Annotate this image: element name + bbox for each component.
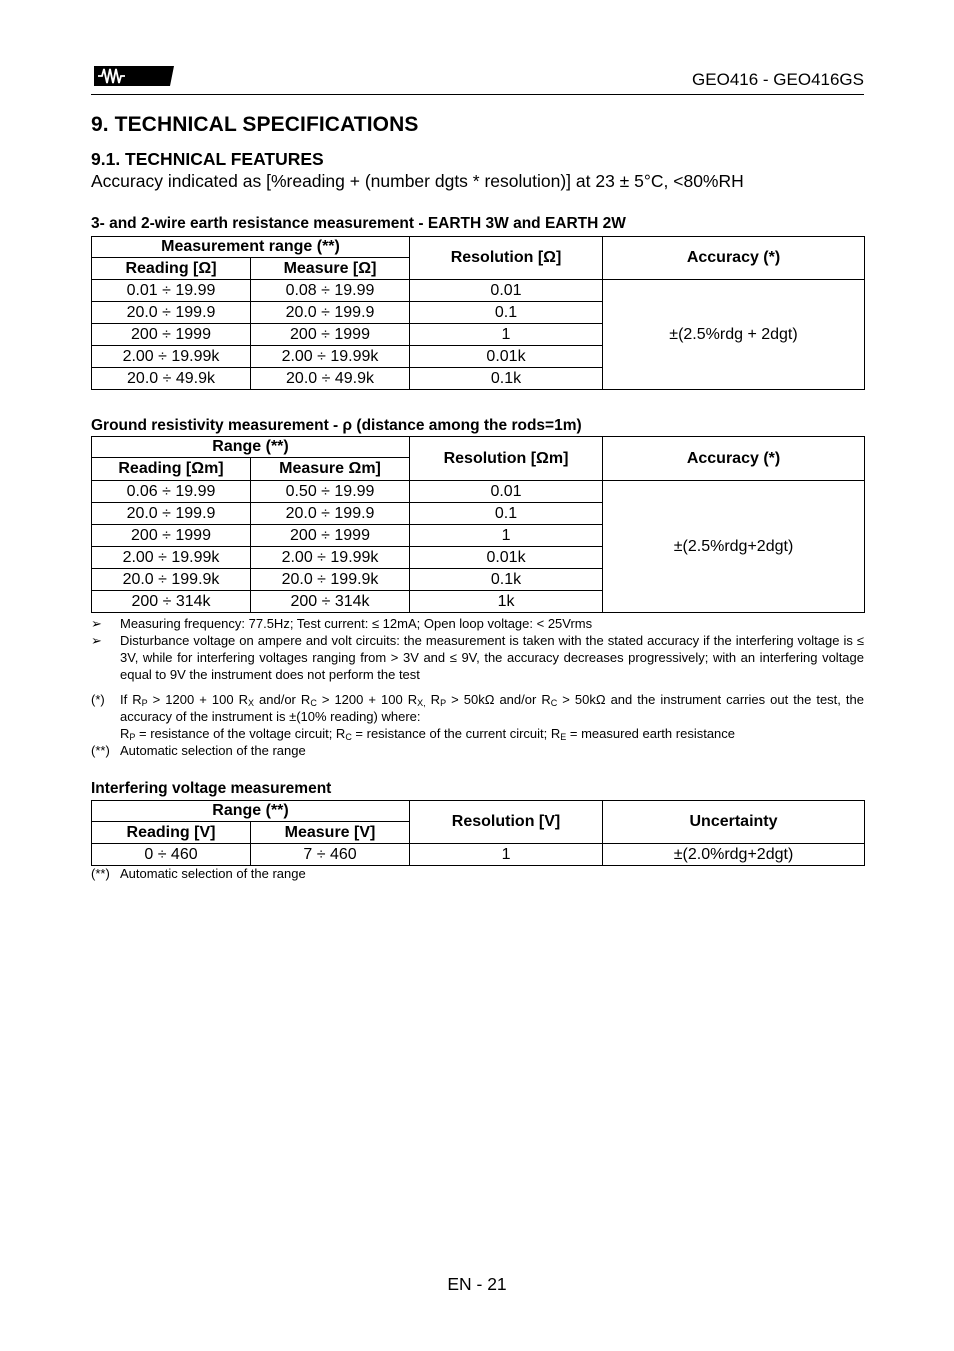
table2-col-accuracy: Accuracy (*) bbox=[603, 437, 865, 481]
earth-resistance-table bbox=[91, 236, 865, 390]
measure-cell: 200 ÷ 1999 bbox=[251, 525, 410, 547]
note-text: Automatic selection of the range bbox=[120, 743, 306, 758]
note-text: Disturbance voltage on ampere and volt circuits: the measurement is taken with the stated accuracy if the interfering voltage is ≤ 3V, while for interfering voltages ranging from > 3V and ≤ 9V, the accuracy decreases progressively; with an interfering voltage equal to 9V the instrument does not perform the test bbox=[120, 633, 864, 682]
resolution-cell: 0.01k bbox=[410, 346, 603, 368]
table2-caption: Ground resistivity measurement - ρ (distance among the rods=1m) bbox=[91, 417, 582, 434]
reading-cell: 200 ÷ 314k bbox=[92, 591, 251, 613]
reading-cell: 20.0 ÷ 49.9k bbox=[92, 368, 251, 390]
subsection-title: 9.1. TECHNICAL FEATURES bbox=[91, 149, 324, 169]
reading-cell: 200 ÷ 1999 bbox=[92, 324, 251, 346]
resolution-cell: 0.1k bbox=[410, 368, 603, 390]
bullet-arrow-icon: ➢ bbox=[91, 633, 102, 648]
accuracy-intro: Accuracy indicated as [%reading + (number dgts * resolution)] at 23 ± 5°C, <80%RH bbox=[91, 171, 744, 191]
logo-label: HT bbox=[130, 65, 158, 88]
table1-col-resolution: Resolution [Ω] bbox=[410, 237, 603, 280]
measure-cell: 0.50 ÷ 19.99 bbox=[251, 481, 410, 503]
resolution-cell: 0.1k bbox=[410, 569, 603, 591]
table3-notes bbox=[91, 865, 864, 882]
footnote-definitions: $R_P$ = resistance of the voltage circuit; $R_C$ = resistance of the current circuit; $R_E$ = measured earth resistance bbox=[120, 726, 736, 742]
table3-col-uncertainty: Uncertainty bbox=[603, 801, 865, 844]
resolution-cell: 0.1 bbox=[410, 503, 603, 525]
reading-cell: 20.0 ÷ 199.9 bbox=[92, 302, 251, 324]
ground-resistivity-table bbox=[91, 436, 865, 613]
measure-cell: 20.0 ÷ 199.9 bbox=[251, 302, 410, 324]
section-title: 9. TECHNICAL SPECIFICATIONS bbox=[91, 113, 419, 136]
table2-col-reading: Reading [Ωm] bbox=[92, 458, 251, 481]
model-name: GEO416 - GEO416GS bbox=[692, 70, 864, 89]
bullet-arrow-icon: ➢ bbox=[91, 616, 102, 631]
reading-cell: 20.0 ÷ 199.9 bbox=[92, 503, 251, 525]
resolution-cell: 0.01k bbox=[410, 547, 603, 569]
measure-cell: 0.08 ÷ 19.99 bbox=[251, 280, 410, 302]
measure-cell: 7 ÷ 460 bbox=[251, 844, 410, 866]
table1-col-accuracy: Accuracy (*) bbox=[603, 237, 865, 280]
resolution-cell: 1 bbox=[410, 525, 603, 547]
reading-cell: 20.0 ÷ 199.9k bbox=[92, 569, 251, 591]
reading-cell: 2.00 ÷ 19.99k bbox=[92, 547, 251, 569]
reading-cell: 0.06 ÷ 19.99 bbox=[92, 481, 251, 503]
table1-group-header: Measurement range (**) bbox=[92, 237, 410, 258]
measure-cell: 200 ÷ 314k bbox=[251, 591, 410, 613]
resolution-cell: 0.01 bbox=[410, 280, 603, 302]
table2-group-header: Range (**) bbox=[92, 437, 410, 458]
measure-cell: 20.0 ÷ 199.9k bbox=[251, 569, 410, 591]
table-row bbox=[92, 481, 865, 503]
reading-cell: 2.00 ÷ 19.99k bbox=[92, 346, 251, 368]
footnote-mark: (*) bbox=[91, 692, 105, 707]
table-row bbox=[92, 844, 865, 866]
measure-cell: 2.00 ÷ 19.99k bbox=[251, 547, 410, 569]
footnote-mark: (**) bbox=[91, 866, 110, 881]
page-number: EN - 21 bbox=[447, 1274, 507, 1294]
measure-cell: 2.00 ÷ 19.99k bbox=[251, 346, 410, 368]
note-text: Measuring frequency: 77.5Hz; Test current: ≤ 12mA; Open loop voltage: < 25Vrms bbox=[120, 616, 593, 631]
ht-logo bbox=[94, 64, 174, 88]
table2-col-resolution: Resolution [Ωm] bbox=[410, 437, 603, 481]
measure-cell: 20.0 ÷ 49.9k bbox=[251, 368, 410, 390]
note-text: Automatic selection of the range bbox=[120, 866, 306, 881]
table3-caption: Interfering voltage measurement bbox=[91, 780, 332, 797]
accuracy-cell: ±(2.5%rdg + 2dgt) bbox=[603, 280, 865, 390]
accuracy-cell: ±(2.5%rdg+2dgt) bbox=[603, 481, 865, 613]
table3-col-reading: Reading [V] bbox=[92, 822, 251, 844]
resolution-cell: 1k bbox=[410, 591, 603, 613]
resolution-cell: 0.01 bbox=[410, 481, 603, 503]
table2-col-measure: Measure Ωm] bbox=[251, 458, 410, 481]
note-footnote-double-star bbox=[91, 742, 864, 759]
resolution-cell: 0.1 bbox=[410, 302, 603, 324]
table3-col-resolution: Resolution [V] bbox=[410, 801, 603, 844]
note-footnote-star bbox=[91, 691, 864, 742]
table1-caption: 3- and 2-wire earth resistance measurement - EARTH 3W and EARTH 2W bbox=[91, 215, 626, 232]
note-bullet bbox=[91, 632, 864, 683]
interfering-voltage-table bbox=[91, 800, 865, 866]
measure-cell: 20.0 ÷ 199.9 bbox=[251, 503, 410, 525]
page-header bbox=[91, 62, 864, 95]
table3-group-header: Range (**) bbox=[92, 801, 410, 822]
reading-cell: 200 ÷ 1999 bbox=[92, 525, 251, 547]
footnote-mark: (**) bbox=[91, 743, 110, 758]
table-row bbox=[92, 280, 865, 302]
table1-col-reading: Reading [Ω] bbox=[92, 258, 251, 280]
measurement-notes bbox=[91, 615, 864, 759]
reading-cell: 0.01 ÷ 19.99 bbox=[92, 280, 251, 302]
note-footnote-double-star bbox=[91, 865, 864, 882]
table1-col-measure: Measure [Ω] bbox=[251, 258, 410, 280]
uncertainty-cell: ±(2.0%rdg+2dgt) bbox=[603, 844, 865, 866]
note-bullet bbox=[91, 615, 864, 632]
footnote-condition: If $R_P > 1200 + 100$ $R_X$ and/or $R_C > 1200 + 100$ $R_{X,}$ $R_P > 50k\Omega$ and/or $R_C > 50k\Omega$ and the instrument carries out the test, the accuracy of the instrument is ±(10% reading) where: bbox=[120, 692, 864, 724]
measure-cell: 200 ÷ 1999 bbox=[251, 324, 410, 346]
reading-cell: 0 ÷ 460 bbox=[92, 844, 251, 866]
table3-col-measure: Measure [V] bbox=[251, 822, 410, 844]
resolution-cell: 1 bbox=[410, 324, 603, 346]
resolution-cell: 1 bbox=[410, 844, 603, 866]
